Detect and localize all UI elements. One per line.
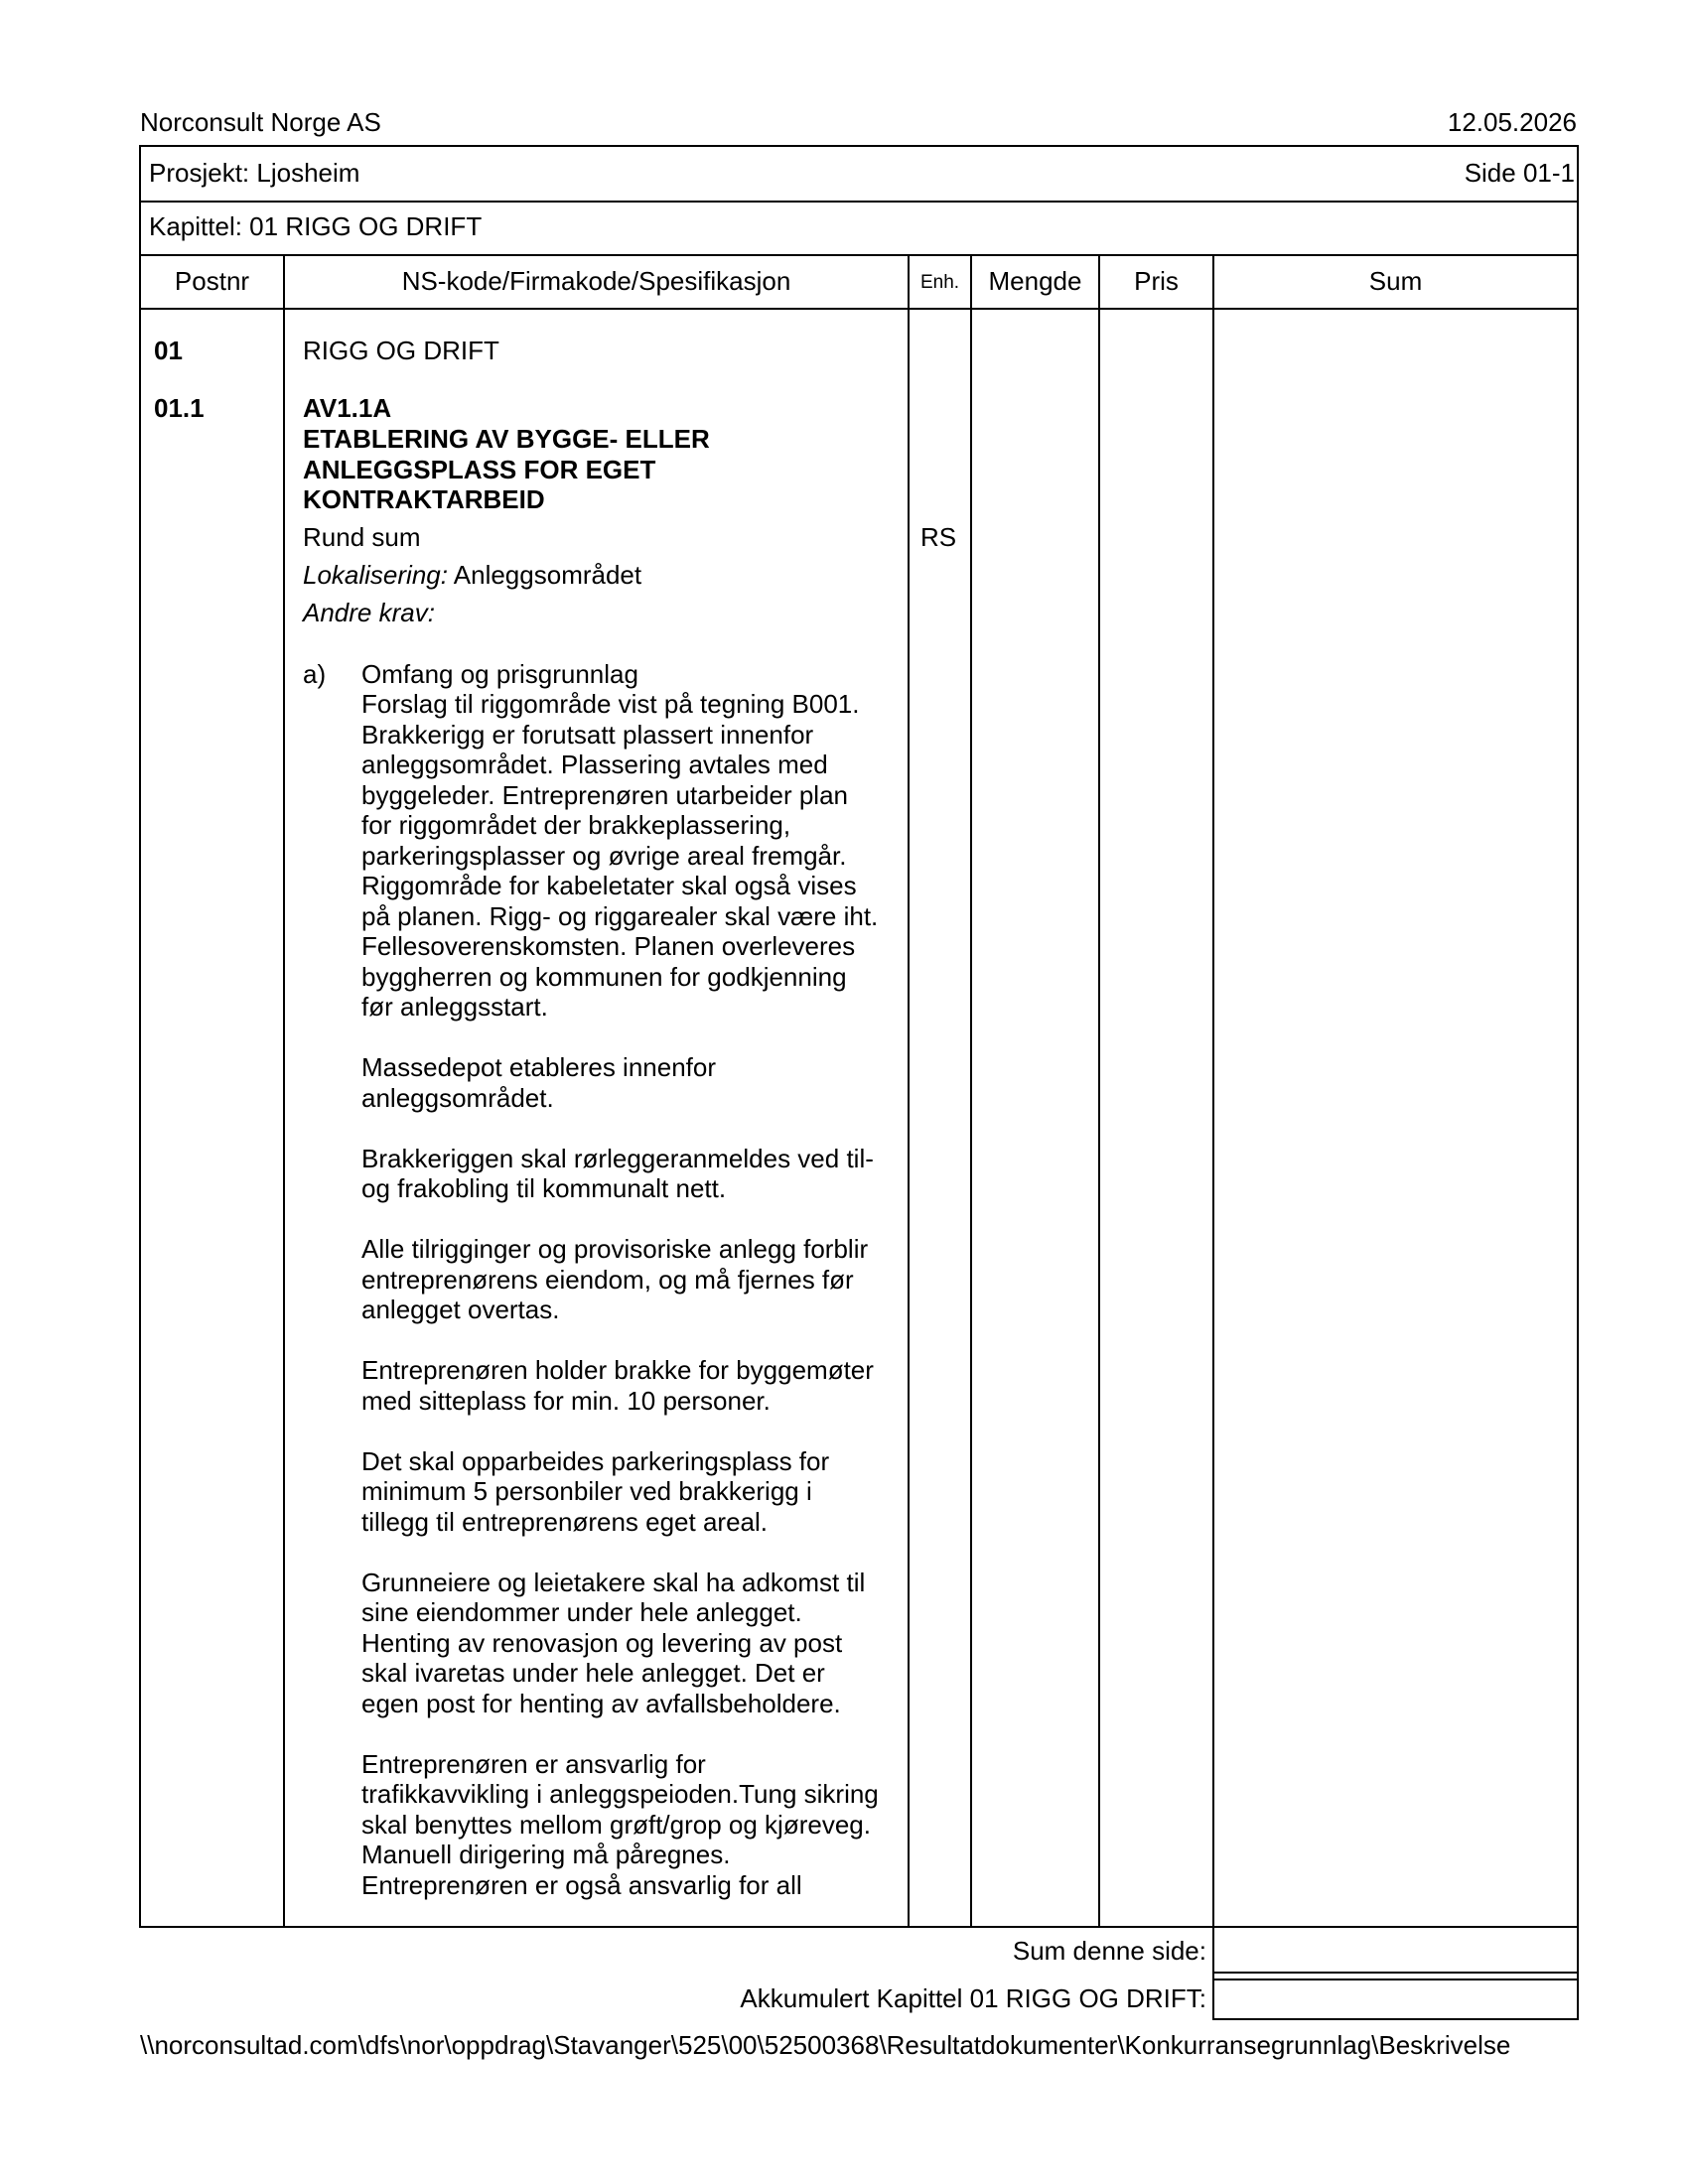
frame-right xyxy=(1577,145,1579,1928)
frame-line-project xyxy=(140,201,1579,203)
paragraph-line: anlegget overtas. xyxy=(361,1295,560,1324)
item-location xyxy=(303,560,641,590)
paragraph-line: egen post for henting av avfallsbeholdere. xyxy=(361,1688,841,1718)
col-sep-unit xyxy=(970,254,972,1928)
paragraph-line: skal benyttes mellom grøft/grop og kjøreveg. xyxy=(361,1809,871,1840)
paragraph-line: for riggområdet der brakkeplassering, xyxy=(361,810,791,840)
paragraph-line: Det skal opparbeides parkeringsplass for xyxy=(361,1445,830,1476)
paragraph-line: parkeringsplasser og øvrige areal fremgår. xyxy=(361,840,847,871)
paragraph-line: anleggsområdet. xyxy=(361,1082,554,1113)
file-path: \\norconsultad.com\dfs\nor\oppdrag\Stavanger\525\00\52500368\Resultatdokumenter\Konkurransegrunnlag\Beskrivelse xyxy=(140,2030,1511,2060)
description-block xyxy=(361,689,879,1900)
paragraph-line: Alle tilrigginger og provisoriske anlegg forblir xyxy=(361,1234,869,1264)
paragraph-line: byggherren og kommunen for godkjenning xyxy=(361,961,847,992)
frame-left xyxy=(139,145,141,1928)
frame-line-chapter xyxy=(140,254,1579,256)
row-postnr-01: 01 xyxy=(154,336,183,365)
paragraph-line: Grunneiere og leietakere skal ha adkomst til xyxy=(361,1567,866,1597)
other-requirements-label: Andre krav: xyxy=(303,598,435,627)
paragraph-line: Riggområde for kabeletater skal også vises xyxy=(361,871,857,900)
paragraph-line: med sitteplass for min. 10 personer. xyxy=(361,1385,771,1416)
paragraph-line: på planen. Rigg- og riggarealer skal være iht. xyxy=(361,900,879,931)
paragraph-line: entreprenørens eiendom, og må fjernes før xyxy=(361,1264,854,1295)
company-name: Norconsult Norge AS xyxy=(140,107,381,137)
item-heading-line: ANLEGGSPLASS FOR EGET xyxy=(303,454,656,484)
frame-top xyxy=(140,145,1579,147)
paragraph-line: og frakobling til kommunalt nett. xyxy=(361,1173,727,1203)
paragraph xyxy=(361,1749,879,1901)
column-header-price: Pris xyxy=(1134,266,1179,296)
paragraph-line: Henting av renovasjon og levering av post xyxy=(361,1627,843,1658)
page-sum-label: Sum denne side: xyxy=(1012,1936,1206,1966)
paragraph-line: Brakkerigg er forutsatt plassert innenfor xyxy=(361,719,814,750)
paragraph-line: Fellesoverenskomsten. Planen overleveres xyxy=(361,931,856,961)
col-sep-quantity xyxy=(1098,254,1100,1928)
item-heading xyxy=(303,424,710,515)
column-header-quantity: Mengde xyxy=(988,266,1082,296)
col-sep-spec xyxy=(908,254,910,1928)
paragraph xyxy=(361,1234,879,1325)
item-subtitle: Omfang og prisgrunnlag xyxy=(361,659,638,689)
paragraph-line: Entreprenøren er ansvarlig for xyxy=(361,1748,706,1779)
column-header-spec: NS-kode/Firmakode/Spesifikasjon xyxy=(401,266,791,296)
paragraph xyxy=(361,1052,879,1113)
paragraph-line: Brakkeriggen skal rørleggeranmeldes ved til- xyxy=(361,1143,874,1173)
location-label: Lokalisering: xyxy=(303,560,448,590)
paragraph xyxy=(361,1446,879,1538)
row-title-01: RIGG OG DRIFT xyxy=(303,336,499,365)
frame-line-bottom xyxy=(140,1926,1579,1928)
column-header-sum: Sum xyxy=(1368,266,1423,296)
col-sep-postnr xyxy=(283,254,285,1928)
paragraph-line: Entreprenøren holder brakke for byggemøter xyxy=(361,1355,874,1385)
sum-box-mid xyxy=(1212,1972,1579,1974)
frame-line-columns xyxy=(140,308,1579,310)
paragraph-line: trafikkavvikling i anleggspeioden.Tung sikring xyxy=(361,1779,879,1809)
column-header-unit: Enh. xyxy=(919,272,960,293)
paragraph-line: anleggsområdet. Plassering avtales med xyxy=(361,750,828,779)
paragraph-line: Manuell dirigering må påregnes. xyxy=(361,1840,731,1869)
paragraph-line: Entreprenøren er også ansvarlig for all xyxy=(361,1869,802,1900)
paragraph xyxy=(361,689,879,1023)
col-sep-price xyxy=(1212,254,1214,1928)
paragraph-line: skal ivaretas under hele anlegget. Det er xyxy=(361,1658,825,1688)
paragraph xyxy=(361,1144,879,1204)
sum-box-mid2 xyxy=(1212,1979,1579,1980)
item-unit: RS xyxy=(920,522,957,552)
accumulated-sum-label: Akkumulert Kapittel 01 RIGG OG DRIFT: xyxy=(740,1983,1206,2013)
sum-box-bottom xyxy=(1212,2018,1579,2020)
location-value: Anleggsområdet xyxy=(447,560,642,590)
paragraph-line: minimum 5 personbiler ved brakkerigg i xyxy=(361,1476,812,1506)
paragraph xyxy=(361,1355,879,1416)
item-heading-line: KONTRAKTARBEID xyxy=(303,484,545,514)
item-measure: Rund sum xyxy=(303,522,421,552)
column-header-postnr: Postnr xyxy=(174,266,250,296)
paragraph-line: Forslag til riggområde vist på tegning B001. xyxy=(361,689,860,719)
item-heading-line: ETABLERING AV BYGGE- ELLER xyxy=(303,424,710,454)
paragraph-line: tillegg til entreprenørens eget areal. xyxy=(361,1506,769,1537)
row-postnr-01-1: 01.1 xyxy=(154,393,205,423)
paragraph-line: byggeleder. Entreprenøren utarbeider plan xyxy=(361,779,848,810)
item-code: AV1.1A xyxy=(303,393,392,423)
document-date: 12.05.2026 xyxy=(1447,107,1577,137)
paragraph-line: før anleggsstart. xyxy=(361,992,548,1022)
page-number: Side 01-1 xyxy=(1464,158,1575,188)
paragraph xyxy=(361,1568,879,1719)
item-marker: a) xyxy=(303,659,327,689)
paragraph-line: sine eiendommer under hele anlegget. xyxy=(361,1597,802,1627)
paragraph-line: Massedepot etableres innenfor xyxy=(361,1052,717,1082)
project-name: Prosjekt: Ljosheim xyxy=(149,158,360,188)
chapter-title: Kapittel: 01 RIGG OG DRIFT xyxy=(149,211,483,241)
